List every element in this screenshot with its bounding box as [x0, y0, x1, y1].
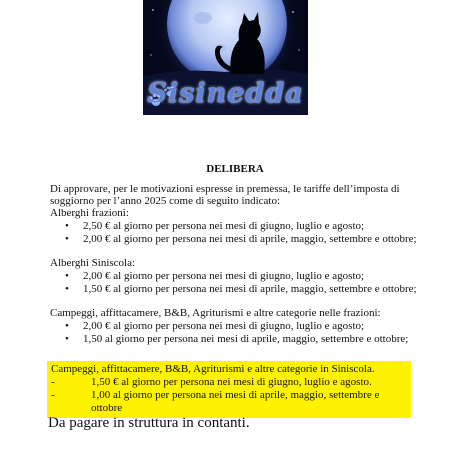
rate-text: 1,50 € al giorno per persona nei mesi di aprile, maggio, settembre e ottobre; [83, 283, 417, 295]
section-alberghi-siniscola [50, 257, 420, 295]
rate-text: 1,50 € al giorno per persona nei mesi di giugno, luglio e agosto. [91, 376, 372, 388]
bullet-icon: • [65, 233, 69, 245]
sisinedda-logo [143, 0, 308, 115]
intro-paragraph: Di approvare, per le motivazioni espresse in premessa, le tariffe dell’imposta di soggiorno per l’anno 2025 come di seguito indicato: [50, 183, 400, 207]
section-campeggi-frazioni [50, 307, 420, 345]
list-item [65, 270, 420, 282]
section-title: Alberghi Siniscola: [50, 257, 136, 269]
rate-text: 2,00 € al giorno per persona nei mesi di aprile, maggio, settembre e ottobre; [83, 233, 417, 245]
dash-marker: - [51, 376, 55, 388]
section-alberghi-frazioni [50, 207, 420, 245]
rate-list [50, 320, 420, 345]
list-item [65, 333, 420, 345]
bullet-icon: • [65, 220, 69, 232]
rate-text: 1,50 al giorno per persona nei mesi di aprile, maggio, settembre e ottobre; [83, 333, 409, 345]
list-item [65, 233, 420, 245]
rate-text: 2,00 € al giorno per persona nei mesi di giugno, luglio e agosto; [83, 320, 365, 332]
list-item [51, 376, 407, 389]
highlighted-section-campeggi-siniscola [47, 361, 411, 418]
list-item [65, 220, 420, 232]
bullet-icon: • [65, 333, 69, 345]
logo-brand-text: Sisinedda [147, 78, 304, 109]
payment-note: Da pagare in struttura in contanti. [48, 415, 250, 431]
dash-marker: - [51, 389, 55, 401]
section-title: Campeggi, affittacamere, B&B, Agriturismi e altre categorie nelle frazioni: [50, 307, 381, 319]
deliberation-body [50, 163, 420, 346]
document-heading: DELIBERA [206, 163, 264, 175]
rate-text: 1,00 al giorno per persona nei mesi di aprile, maggio, settembre e ottobre [91, 389, 380, 414]
rate-list [50, 270, 420, 295]
list-item [65, 320, 420, 332]
bullet-icon: • [65, 283, 69, 295]
rate-text: 2,00 € al giorno per persona nei mesi di giugno, luglio e agosto; [83, 270, 365, 282]
list-item [65, 283, 420, 295]
list-item [51, 389, 407, 415]
section-title: Alberghi frazioni: [50, 207, 129, 219]
rate-text: 2,50 € al giorno per persona nei mesi di giugno, luglio e agosto; [83, 220, 365, 232]
bullet-icon: • [65, 320, 69, 332]
section-title: Campeggi, affittacamere, B&B, Agriturismi e altre categorie in Siniscola. [51, 363, 375, 375]
rate-list [50, 220, 420, 245]
bullet-icon: • [65, 270, 69, 282]
